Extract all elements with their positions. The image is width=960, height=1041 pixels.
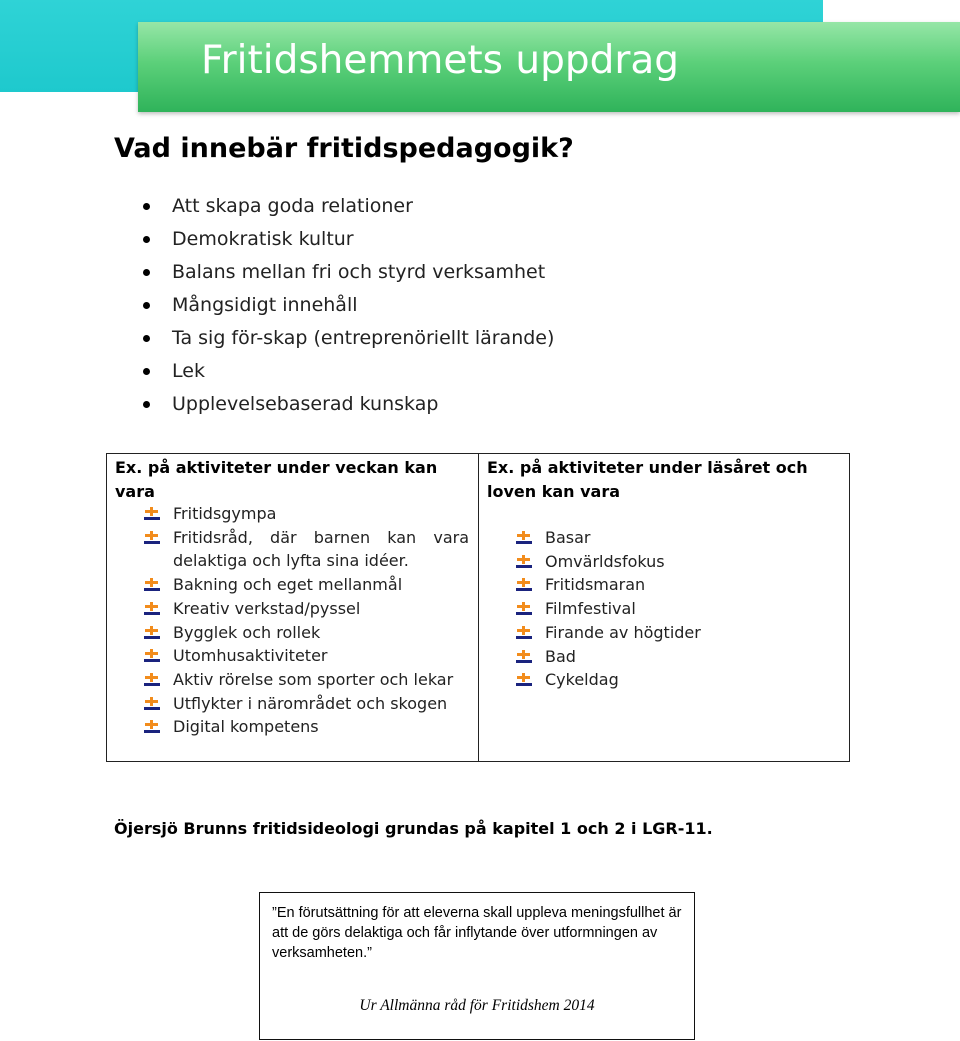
weekly-activities-list: [143, 502, 469, 739]
ideology-statement: Öjersjö Brunns fritidsideologi grundas på kapitel 1 och 2 i LGR-11.: [114, 819, 713, 838]
list-item: Firande av högtider: [515, 621, 835, 645]
bullet-icon: [143, 401, 150, 408]
plus-minus-icon: [515, 530, 533, 546]
list-item: Utomhusaktiviteter: [143, 644, 469, 668]
list-item: Omvärldsfokus: [515, 550, 835, 574]
list-item: Lek: [138, 355, 554, 388]
list-item: Bad: [515, 645, 835, 669]
quote-text: ”En förutsättning för att eleverna skall uppleva meningsfullhet är att de görs delaktiga och får inflytande över utformningen av verksamheten.”: [272, 905, 682, 961]
list-item: Mångsidigt innehåll: [138, 289, 554, 322]
bullet-icon: [143, 203, 150, 210]
weekly-activities-title: Ex. på aktiviteter under veckan kan vara: [115, 458, 438, 501]
list-item: Fritidsråd, där barnen kan vara delaktiga och lyfta sina idéer.: [143, 526, 469, 573]
plus-minus-icon: [515, 577, 533, 593]
list-item: Filmfestival: [515, 597, 835, 621]
list-item: Fritidsgympa: [143, 502, 469, 526]
plus-minus-icon: [143, 506, 161, 522]
list-item: Digital kompetens: [143, 715, 469, 739]
yearly-activities-title: Ex. på aktiviteter under läsåret och loven kan vara: [487, 458, 808, 501]
plus-minus-icon: [143, 530, 161, 546]
quote-box: [259, 892, 695, 1040]
page-title: Fritidshemmets uppdrag: [201, 38, 680, 83]
plus-minus-icon: [143, 577, 161, 593]
list-item: Aktiv rörelse som sporter och lekar: [143, 668, 469, 692]
plus-minus-icon: [515, 672, 533, 688]
list-item: Ta sig för-skap (entreprenöriellt lärande): [138, 322, 554, 355]
activities-table: [106, 453, 850, 762]
plus-minus-icon: [143, 625, 161, 641]
quote-source: Ur Allmänna råd för Fritidshem 2014: [359, 997, 595, 1014]
plus-minus-icon: [143, 719, 161, 735]
plus-minus-icon: [143, 601, 161, 617]
list-item: Demokratisk kultur: [138, 223, 554, 256]
list-item: Fritidsmaran: [515, 573, 835, 597]
bullet-icon: [143, 368, 150, 375]
plus-minus-icon: [515, 554, 533, 570]
section-heading: Vad innebär fritidspedagogik?: [114, 133, 574, 164]
plus-minus-icon: [515, 625, 533, 641]
bullet-list: [138, 190, 554, 421]
plus-minus-icon: [515, 601, 533, 617]
list-item: Upplevelsebaserad kunskap: [138, 388, 554, 421]
list-item: Utflykter i närområdet och skogen: [143, 692, 469, 716]
list-item: Basar: [515, 526, 835, 550]
bullet-icon: [143, 302, 150, 309]
list-item: Balans mellan fri och styrd verksamhet: [138, 256, 554, 289]
bullet-icon: [143, 236, 150, 243]
plus-minus-icon: [143, 696, 161, 712]
list-item: Bygglek och rollek: [143, 621, 469, 645]
plus-minus-icon: [515, 649, 533, 665]
bullet-icon: [143, 269, 150, 276]
list-item: Bakning och eget mellanmål: [143, 573, 469, 597]
list-item: Cykeldag: [515, 668, 835, 692]
plus-minus-icon: [143, 672, 161, 688]
bullet-icon: [143, 335, 150, 342]
list-item: Kreativ verkstad/pyssel: [143, 597, 469, 621]
yearly-activities-list: [515, 526, 835, 692]
plus-minus-icon: [143, 648, 161, 664]
column-divider: [478, 454, 479, 761]
list-item: Att skapa goda relationer: [138, 190, 554, 223]
